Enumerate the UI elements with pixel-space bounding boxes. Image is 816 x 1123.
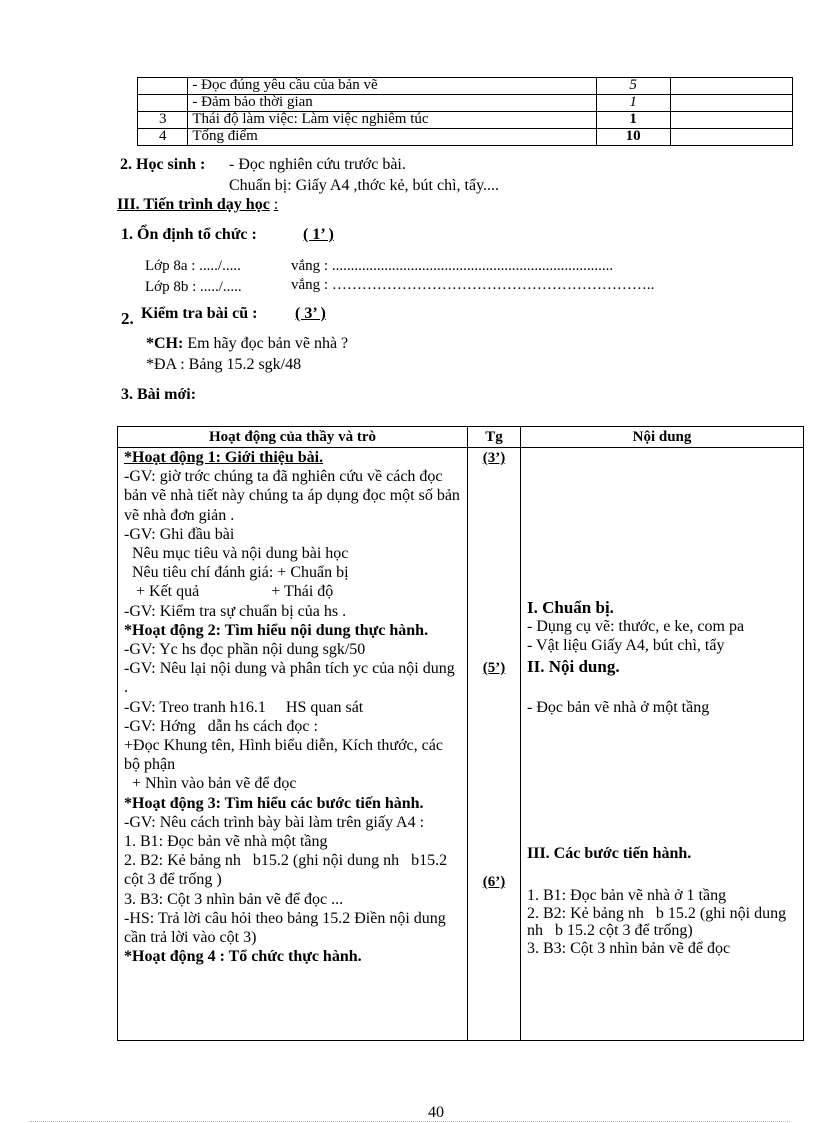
tg-hd2: (5’): [482, 660, 506, 676]
section-title: [117, 196, 278, 214]
kiem-tra-time: ( 3’ ): [295, 305, 326, 322]
extra-cell: [670, 78, 792, 95]
list-item: 1. B1: Đọc bản vẽ nhà ở 1 tầng: [527, 887, 727, 904]
lop-8b-label: Lớp 8b : ...../.....: [145, 279, 242, 295]
header-hoat-dong: Hoạt động của thầy và trò: [118, 427, 468, 448]
dung-cu-text: - Dụng cụ vẽ: thước, e ke, com pa: [527, 618, 745, 635]
hoat-dong-cell: [118, 448, 468, 1041]
table-row: [138, 95, 793, 112]
noi-dung-text: - Đọc bản vẽ nhà ở một tầng: [527, 699, 710, 716]
header-noi-dung: Nội dung: [521, 427, 804, 448]
table-row: [138, 112, 793, 129]
list-item: Nêu tiêu chí đánh giá: + Chuẩn bị: [132, 564, 349, 582]
dap-an-label: *ĐA: [146, 356, 177, 373]
list-item: 3. B3: Cột 3 nhìn bản vẽ để đọc ...: [124, 890, 344, 908]
hoc-sinh-label: 2. Học sinh :: [120, 156, 206, 173]
footer-divider: [30, 1121, 790, 1122]
section-title-text: III. Tiến trình dạy học: [117, 196, 270, 213]
extra-cell: [670, 112, 792, 129]
list-item: -GV: Kiểm tra sự chuẩn bị của hs .: [124, 602, 347, 620]
list-item: -GV: giờ trớc chúng ta đã nghiên cứu về cách đọc bản vẽ nhà tiết này chúng ta áp dụng đọc một số bản vẽ nhà đơn giản .: [124, 468, 460, 524]
vat-lieu-text: - Vật liệu Giấy A4, bút chì, tẩy: [527, 637, 725, 654]
tg-hd1: (3’): [482, 450, 506, 466]
list-item: +Đọc Khung tên, Hình biểu diễn, Kích thước, các bộ phận: [124, 737, 443, 774]
list-item: -GV: Hớng dẫn hs cách đọc :: [124, 717, 318, 735]
list-item: -GV: Nêu lại nội dung và phân tích yc của nội dung .: [124, 660, 455, 697]
list-item: -HS: Trả lời câu hỏi theo bảng 15.2 Điền nội dung cần trả lời vào cột 3): [124, 909, 446, 947]
lop-8a-label: Lớp 8a : ...../.....: [145, 258, 241, 274]
section-title-colon: :: [273, 196, 279, 213]
list-item: + Nhìn vào bản vẽ để đọc: [132, 775, 297, 793]
extra-cell: [670, 95, 792, 112]
on-dinh-label: 1. Ổn định tổ chức :: [121, 226, 257, 243]
list-item: -GV: Treo tranh h16.1 HS quan sát: [124, 698, 364, 716]
list-item: 1. B1: Đọc bản vẽ nhà một tầng: [124, 833, 328, 851]
hoat-dong-3-title: *Hoạt động 3: Tìm hiểu các bước tiến hành.: [124, 794, 424, 812]
stt-cell: [138, 95, 188, 112]
hoat-dong-1-title: [124, 448, 461, 467]
cau-hoi: [146, 335, 348, 353]
extra-cell: [670, 129, 792, 146]
noi-dung-cell: [521, 448, 804, 1041]
noi-dung-title: II. Nội dung.: [527, 657, 620, 676]
table-header-row: [118, 427, 804, 448]
lop-8a-vang: vắng : ...........................................................................: [291, 258, 614, 274]
chuan-bi-title: I. Chuẩn bị.: [527, 598, 614, 617]
list-item: -GV: Yc hs đọc phần nội dung sgk/50: [124, 641, 366, 659]
hoc-sinh-line1: - Đọc nghiên cứu trước bài.: [229, 156, 406, 173]
list-item: -GV: Nêu cách trình bày bài làm trên giấy A4 :: [124, 813, 425, 831]
on-dinh-time: ( 1’ ): [303, 226, 334, 243]
stt-cell: 3: [138, 112, 188, 129]
lesson-table: [117, 426, 804, 1041]
cau-hoi-text: Em hãy đọc bản vẽ nhà ?: [187, 335, 349, 352]
hoc-sinh-line2: Chuẩn bị: Giấy A4 ,thớc kẻ, bút chì, tẩy....: [229, 177, 500, 194]
buoc-list: [527, 886, 797, 958]
criteria-cell: - Đảm bảo thời gian: [188, 95, 596, 112]
criteria-table: [137, 77, 793, 146]
hoat-dong-4-title: *Hoạt động 4 : Tổ chức thực hành.: [124, 948, 362, 966]
table-row: [138, 78, 793, 95]
hoat-dong-1-text: *Hoạt động 1: Giới thiệu bài.: [124, 449, 324, 466]
list-item: 2. B2: Kẻ bảng nh b15.2 (ghi nội dung nh b15.2 cột 3 để trống ): [124, 852, 452, 889]
chuan-bi-block: [527, 598, 799, 676]
hoat-dong-2-title: *Hoạt động 2: Tìm hiểu nội dung thực hành.: [124, 621, 429, 639]
tg-hd3: (6’): [482, 874, 506, 890]
kiem-tra-label: Kiểm tra bài cũ :: [141, 305, 258, 322]
list-item: Nêu mục tiêu và nội dung bài học: [132, 545, 349, 563]
criteria-cell: Thái độ làm việc: Làm việc nghiêm túc: [188, 112, 596, 129]
criteria-cell: Tổng điểm: [188, 129, 596, 146]
kiem-tra-num: 2.: [121, 309, 134, 328]
bai-moi-heading: 3. Bài mới:: [121, 386, 197, 403]
dap-an: [146, 356, 301, 374]
dap-an-text: : Bảng 15.2 sgk/48: [180, 356, 302, 373]
lop-8b-vang: vắng : ………………………………………………………..: [291, 277, 655, 293]
list-item: + Kết quả + Thái độ: [132, 583, 334, 601]
table-row: [118, 448, 804, 1041]
score-cell: 1: [596, 95, 670, 112]
list-item: 3. B3: Cột 3 nhìn bản vẽ để đọc: [527, 940, 731, 957]
list-item: -GV: Ghi đầu bài: [124, 525, 235, 543]
buoc-title: III. Các bước tiến hành.: [527, 845, 692, 862]
header-tg: Tg: [468, 427, 521, 448]
stt-cell: [138, 78, 188, 95]
tg-cell: [468, 448, 521, 1041]
score-cell: 5: [596, 78, 670, 95]
stt-cell: 4: [138, 129, 188, 146]
cau-hoi-label: *CH:: [146, 335, 184, 352]
table-row: [138, 129, 793, 146]
score-cell: 10: [596, 129, 670, 146]
score-cell: 1: [596, 112, 670, 129]
criteria-cell: - Đọc đúng yêu cầu của bản vẽ: [188, 78, 596, 95]
list-item: 2. B2: Kẻ bảng nh b 15.2 (ghi nội dung nh b 15.2 cột 3 để trống): [527, 905, 791, 939]
page-number: 40: [428, 1104, 444, 1121]
